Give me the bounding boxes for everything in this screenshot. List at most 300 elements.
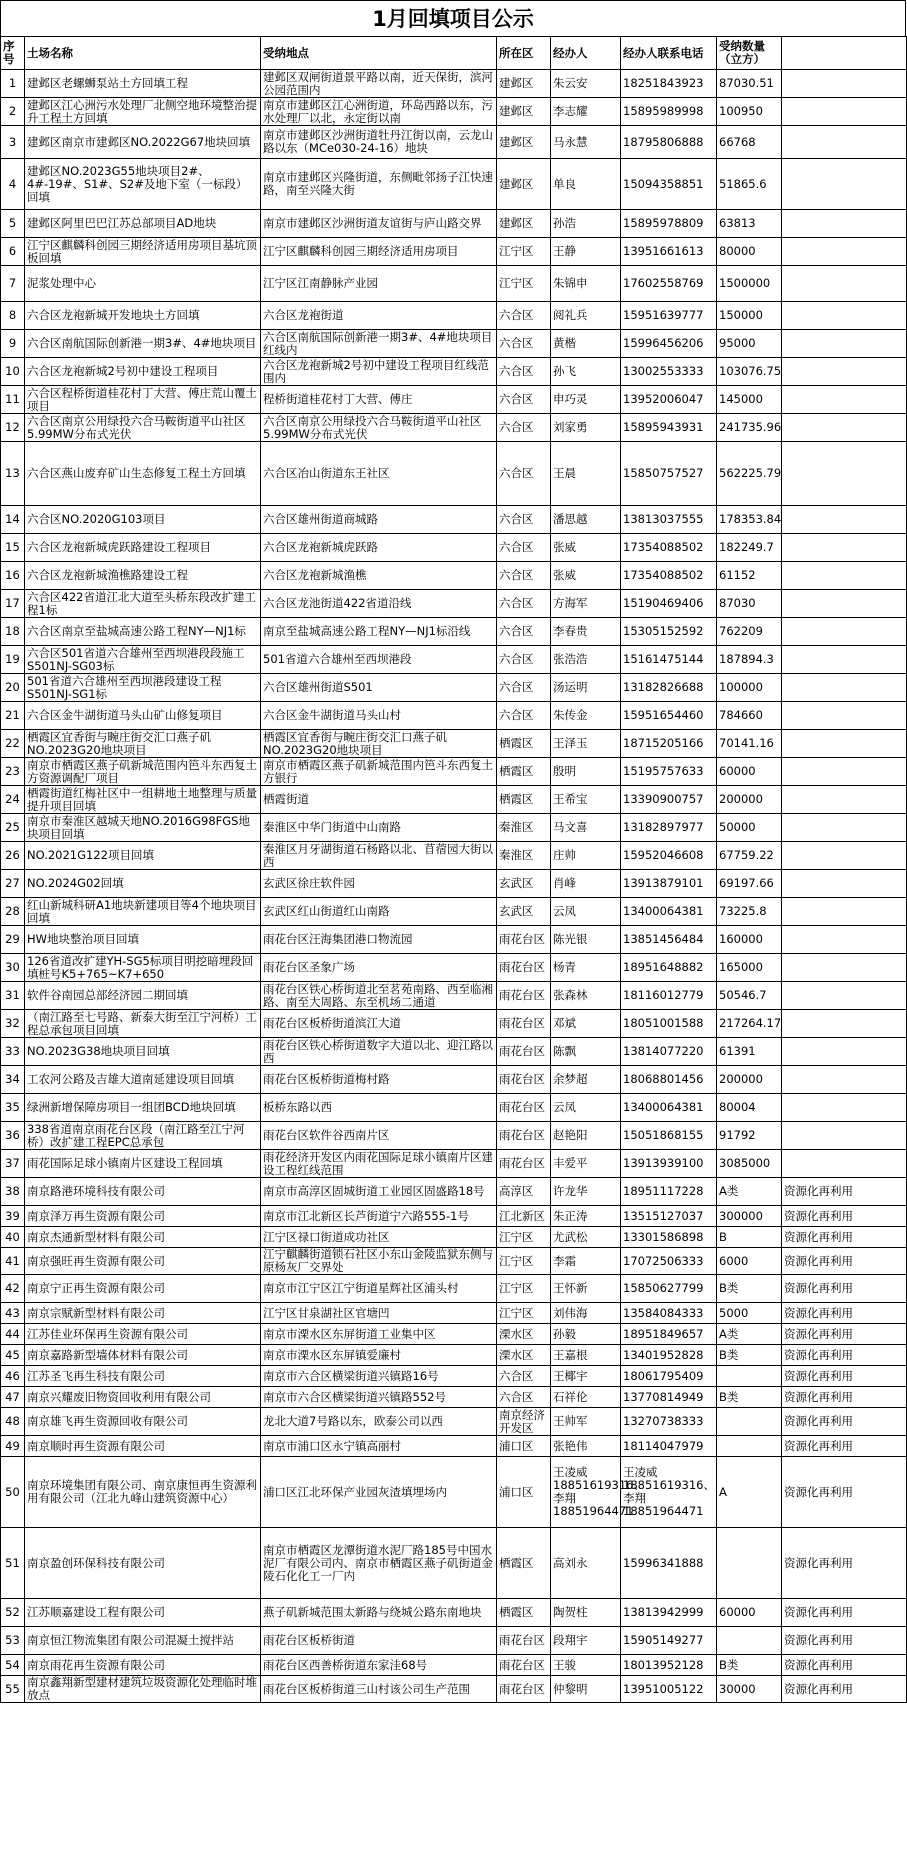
cell-person: 申巧灵 (551, 386, 621, 414)
cell-district: 秦淮区 (497, 842, 551, 870)
cell-no: 8 (1, 302, 25, 330)
cell-note: 资源化再利用 (782, 1178, 907, 1206)
cell-name: 南京盈创环保科技有限公司 (25, 1528, 261, 1599)
cell-no: 26 (1, 842, 25, 870)
cell-name: 六合区程桥街道桂花村丁大营、傅庄荒山覆土项目 (25, 386, 261, 414)
cell-phone: 18061795409 (621, 1366, 717, 1387)
cell-name: 软件谷南园总部经济园二期回填 (25, 982, 261, 1010)
cell-location: 雨花经济开发区内雨花国际足球小镇南片区建设工程红线范围 (261, 1150, 497, 1178)
cell-name: 江苏圣飞再生科技有限公司 (25, 1366, 261, 1387)
cell-qty: 3085000 (717, 1150, 782, 1178)
cell-qty: 187894.3 (717, 646, 782, 674)
cell-note (782, 926, 907, 954)
cell-location: 玄武区红山街道红山南路 (261, 898, 497, 926)
table-row (1, 590, 907, 618)
table-row (1, 1599, 907, 1627)
cell-no: 27 (1, 870, 25, 898)
cell-note (782, 1150, 907, 1178)
cell-district: 六合区 (497, 442, 551, 506)
cell-district: 雨花台区 (497, 1094, 551, 1122)
cell-name: 建邺区江心洲污水处理厂北侧空地环境整治提升工程土方回填 (25, 98, 261, 126)
cell-location: 南京市江北新区长芦街道宁六路555-1号 (261, 1206, 497, 1227)
cell-note (782, 730, 907, 758)
cell-person: 张森林 (551, 982, 621, 1010)
cell-person: 孙毅 (551, 1324, 621, 1345)
cell-district: 六合区 (497, 618, 551, 646)
cell-name: 南京强旺再生资源有限公司 (25, 1248, 261, 1275)
cell-name: 南京泽万再生资源有限公司 (25, 1206, 261, 1227)
cell-phone: 13400064381 (621, 1094, 717, 1122)
cell-name: 六合区龙袍新城虎跃路建设工程项目 (25, 534, 261, 562)
cell-note (782, 330, 907, 358)
cell-note (782, 842, 907, 870)
cell-person: 孙飞 (551, 358, 621, 386)
cell-qty: 6000 (717, 1248, 782, 1275)
cell-district: 六合区 (497, 1387, 551, 1408)
cell-phone: 15996341888 (621, 1528, 717, 1599)
cell-district: 六合区 (497, 1366, 551, 1387)
table-row (1, 1206, 907, 1227)
cell-note (782, 159, 907, 210)
cell-no: 13 (1, 442, 25, 506)
cell-person: 石祥伦 (551, 1387, 621, 1408)
cell-phone: 18715205166 (621, 730, 717, 758)
cell-district: 溧水区 (497, 1345, 551, 1366)
cell-phone: 13770814949 (621, 1387, 717, 1408)
cell-phone: 15895943931 (621, 414, 717, 442)
cell-qty: A (717, 1457, 782, 1528)
cell-name: NO.2021G122项目回填 (25, 842, 261, 870)
cell-name: 工农河公路及吉雄大道南延建设项目回填 (25, 1066, 261, 1094)
cell-name: 南京杰通新型材料有限公司 (25, 1227, 261, 1248)
cell-no: 17 (1, 590, 25, 618)
cell-location: 六合区龙袍新城渔樵 (261, 562, 497, 590)
cell-district: 栖霞区 (497, 1528, 551, 1599)
cell-location: 南京市建邺区沙洲街道友谊街与庐山路交界 (261, 210, 497, 238)
cell-location: 六合区南航国际创新港一期3#、4#地块项目红线内 (261, 330, 497, 358)
table-row (1, 1457, 907, 1528)
cell-name: HW地块整治项目回填 (25, 926, 261, 954)
cell-location: 南京市建邺区兴隆街道，东侧毗邻扬子江快速路，南至兴隆大街 (261, 159, 497, 210)
table-header-row (1, 37, 907, 70)
cell-note: 资源化再利用 (782, 1457, 907, 1528)
cell-name: 501省道六合雄州至西坝港段建设工程S501NJ-SG1标 (25, 674, 261, 702)
cell-phone: 13002553333 (621, 358, 717, 386)
cell-name: 六合区南京至盐城高速公路工程NY—NJ1标 (25, 618, 261, 646)
cell-note (782, 506, 907, 534)
cell-district: 高淳区 (497, 1178, 551, 1206)
table-row (1, 618, 907, 646)
cell-qty (717, 1627, 782, 1655)
cell-name: 126省道改扩建YH-SG5标项目明挖暗埋段回填桩号K5+765~K7+650 (25, 954, 261, 982)
cell-no: 40 (1, 1227, 25, 1248)
cell-phone: 15951639777 (621, 302, 717, 330)
cell-district: 江宁区 (497, 238, 551, 266)
cell-location: 雨花台区板桥街道梅村路 (261, 1066, 497, 1094)
cell-no: 33 (1, 1038, 25, 1066)
table-row (1, 210, 907, 238)
table-row (1, 1038, 907, 1066)
cell-phone: 13401952828 (621, 1345, 717, 1366)
cell-phone: 13270738333 (621, 1408, 717, 1436)
cell-note (782, 126, 907, 159)
cell-phone: 13851456484 (621, 926, 717, 954)
cell-qty: 61152 (717, 562, 782, 590)
cell-location: 栖霞街道 (261, 786, 497, 814)
cell-district: 雨花台区 (497, 1038, 551, 1066)
cell-name: 建邺区南京市建邺区NO.2022G67地块回填 (25, 126, 261, 159)
cell-qty: 66768 (717, 126, 782, 159)
cell-location: 雨花台区圣象广场 (261, 954, 497, 982)
table-row (1, 758, 907, 786)
cell-no: 16 (1, 562, 25, 590)
cell-person: 黄楷 (551, 330, 621, 358)
cell-person: 李志耀 (551, 98, 621, 126)
cell-no: 7 (1, 266, 25, 302)
cell-person: 陈飘 (551, 1038, 621, 1066)
cell-location: 雨花台区板桥街道 (261, 1627, 497, 1655)
table-row (1, 1627, 907, 1655)
cell-note: 资源化再利用 (782, 1275, 907, 1303)
cell-phone: 18068801456 (621, 1066, 717, 1094)
cell-person: 刘伟海 (551, 1303, 621, 1324)
cell-location: 燕子矶新城范围太新路与绕城公路东南地块 (261, 1599, 497, 1627)
cell-qty: 241735.96 (717, 414, 782, 442)
cell-person: 汤运明 (551, 674, 621, 702)
cell-location: 六合区龙池街道422省道沿线 (261, 590, 497, 618)
cell-qty: 87030 (717, 590, 782, 618)
cell-location: 江宁区禄口街道成功社区 (261, 1227, 497, 1248)
col-header-person: 经办人 (551, 37, 621, 70)
cell-district: 六合区 (497, 702, 551, 730)
cell-person: 丰爱平 (551, 1150, 621, 1178)
cell-note (782, 386, 907, 414)
cell-note (782, 1122, 907, 1150)
cell-phone: 18051001588 (621, 1010, 717, 1038)
table-row (1, 442, 907, 506)
cell-no: 32 (1, 1010, 25, 1038)
cell-phone: 13584084333 (621, 1303, 717, 1324)
cell-qty: 217264.17 (717, 1010, 782, 1038)
cell-qty: 67759.22 (717, 842, 782, 870)
cell-district: 浦口区 (497, 1457, 551, 1528)
table-row (1, 330, 907, 358)
cell-note (782, 266, 907, 302)
table-row (1, 954, 907, 982)
table-body (1, 70, 907, 1703)
cell-note: 资源化再利用 (782, 1676, 907, 1703)
cell-phone: 18951849657 (621, 1324, 717, 1345)
cell-qty: 562225.79 (717, 442, 782, 506)
cell-qty: 87030.51 (717, 70, 782, 98)
cell-location: 南京市六合区横梁街道兴镇路16号 (261, 1366, 497, 1387)
cell-phone: 17354088502 (621, 562, 717, 590)
table-row (1, 1655, 907, 1676)
cell-person: 陈光银 (551, 926, 621, 954)
col-header-note (782, 37, 907, 70)
cell-qty: 200000 (717, 786, 782, 814)
cell-no: 50 (1, 1457, 25, 1528)
cell-no: 1 (1, 70, 25, 98)
cell-district: 溧水区 (497, 1324, 551, 1345)
cell-location: 雨花台区板桥街道三山村该公司生产范围 (261, 1676, 497, 1703)
cell-location: 栖霞区宜香街与畹庄街交汇口燕子矶NO.2023G20地块项目 (261, 730, 497, 758)
table-row (1, 126, 907, 159)
cell-person: 段翔宇 (551, 1627, 621, 1655)
cell-qty: 182249.7 (717, 534, 782, 562)
cell-no: 46 (1, 1366, 25, 1387)
col-header-phone: 经办人联系电话 (621, 37, 717, 70)
cell-district: 六合区 (497, 562, 551, 590)
cell-note (782, 1066, 907, 1094)
cell-location: 江宁区麒麟科创园三期经济适用房项目 (261, 238, 497, 266)
cell-no: 20 (1, 674, 25, 702)
cell-name: 红山新城科研A1地块新建项目等4个地块项目回填 (25, 898, 261, 926)
cell-district: 栖霞区 (497, 1599, 551, 1627)
cell-phone: 18251843923 (621, 70, 717, 98)
cell-phone: 13301586898 (621, 1227, 717, 1248)
cell-location: 六合区金牛湖街道马头山村 (261, 702, 497, 730)
cell-person: 马文喜 (551, 814, 621, 842)
cell-location: 浦口区江北环保产业园灰渣填埋场内 (261, 1457, 497, 1528)
cell-no: 38 (1, 1178, 25, 1206)
cell-note: 资源化再利用 (782, 1345, 907, 1366)
table-row (1, 1303, 907, 1324)
cell-location: 六合区雄州街道商城路 (261, 506, 497, 534)
cell-no: 49 (1, 1436, 25, 1457)
cell-no: 30 (1, 954, 25, 982)
cell-note (782, 814, 907, 842)
cell-person: 单良 (551, 159, 621, 210)
cell-location: 秦淮区月牙湖街道石杨路以北、苜蓿园大街以西 (261, 842, 497, 870)
cell-phone: 13813942999 (621, 1599, 717, 1627)
cell-note (782, 954, 907, 982)
cell-qty: 200000 (717, 1066, 782, 1094)
cell-no: 37 (1, 1150, 25, 1178)
cell-name: 六合区龙袍新城2号初中建设工程项目 (25, 358, 261, 386)
cell-name: 南京兴耀废旧物资回收利用有限公司 (25, 1387, 261, 1408)
cell-name: 泥浆处理中心 (25, 266, 261, 302)
cell-district: 雨花台区 (497, 1066, 551, 1094)
cell-person: 殷明 (551, 758, 621, 786)
cell-no: 5 (1, 210, 25, 238)
cell-note: 资源化再利用 (782, 1324, 907, 1345)
table-row (1, 1010, 907, 1038)
cell-name: （南江路至七号路、新泰大街至江宁河桥）工程总承包项目回填 (25, 1010, 261, 1038)
cell-district: 江宁区 (497, 1248, 551, 1275)
cell-district: 浦口区 (497, 1436, 551, 1457)
cell-location: 江宁区甘泉湖社区官塘凹 (261, 1303, 497, 1324)
table-row (1, 982, 907, 1010)
cell-name: 六合区龙袍新城渔樵路建设工程 (25, 562, 261, 590)
cell-no: 22 (1, 730, 25, 758)
cell-no: 2 (1, 98, 25, 126)
cell-no: 19 (1, 646, 25, 674)
cell-person: 尤武松 (551, 1227, 621, 1248)
cell-qty: 30000 (717, 1676, 782, 1703)
cell-district: 雨花台区 (497, 1676, 551, 1703)
cell-district: 江北新区 (497, 1206, 551, 1227)
cell-name: 南京宁正再生资源有限公司 (25, 1275, 261, 1303)
cell-location: 六合区雄州街道S501 (261, 674, 497, 702)
cell-district: 六合区 (497, 358, 551, 386)
cell-qty: 60000 (717, 1599, 782, 1627)
cell-note (782, 70, 907, 98)
project-table (0, 36, 907, 1703)
table-row (1, 646, 907, 674)
cell-name: 建邺区阿里巴巴江苏总部项目AD地块 (25, 210, 261, 238)
cell-qty: 69197.66 (717, 870, 782, 898)
cell-no: 28 (1, 898, 25, 926)
cell-name: 338省道南京雨花台区段（南江路至江宁河桥）改扩建工程EPC总承包 (25, 1122, 261, 1150)
cell-qty: 60000 (717, 758, 782, 786)
cell-no: 31 (1, 982, 25, 1010)
cell-district: 建邺区 (497, 210, 551, 238)
cell-qty (717, 1408, 782, 1436)
cell-name: 六合区燕山废弃矿山生态修复工程土方回填 (25, 442, 261, 506)
cell-location: 玄武区徐庄软件园 (261, 870, 497, 898)
table-row (1, 266, 907, 302)
cell-name: 南京宗赋新型材料有限公司 (25, 1303, 261, 1324)
table-row (1, 1094, 907, 1122)
cell-person: 方海军 (551, 590, 621, 618)
cell-location: 六合区龙袍新城2号初中建设工程项目红线范围内 (261, 358, 497, 386)
cell-note (782, 562, 907, 590)
cell-note (782, 358, 907, 386)
cell-qty: 145000 (717, 386, 782, 414)
cell-name: 六合区南航国际创新港一期3#、4#地块项目 (25, 330, 261, 358)
cell-district: 六合区 (497, 330, 551, 358)
cell-no: 4 (1, 159, 25, 210)
cell-name: 南京鑫翔新型建材建筑垃圾资源化处理临时堆放点 (25, 1676, 261, 1703)
cell-qty: 300000 (717, 1206, 782, 1227)
table-row (1, 70, 907, 98)
cell-phone: 13390900757 (621, 786, 717, 814)
cell-note (782, 674, 907, 702)
table-row (1, 98, 907, 126)
cell-qty: 150000 (717, 302, 782, 330)
cell-qty: 50000 (717, 814, 782, 842)
cell-name: 栖霞区宜香街与畹庄街交汇口燕子矶NO.2023G20地块项目 (25, 730, 261, 758)
cell-note (782, 590, 907, 618)
cell-no: 36 (1, 1122, 25, 1150)
table-row (1, 534, 907, 562)
table-row (1, 786, 907, 814)
col-header-location: 受纳地点 (261, 37, 497, 70)
cell-district: 雨花台区 (497, 1122, 551, 1150)
cell-qty: 100950 (717, 98, 782, 126)
cell-qty: 103076.75 (717, 358, 782, 386)
cell-person: 余梦超 (551, 1066, 621, 1094)
cell-no: 12 (1, 414, 25, 442)
cell-note (782, 702, 907, 730)
cell-name: 雨花国际足球小镇南片区建设工程回填 (25, 1150, 261, 1178)
cell-phone: 13813037555 (621, 506, 717, 534)
cell-note (782, 646, 907, 674)
cell-note (782, 1038, 907, 1066)
table-row (1, 358, 907, 386)
cell-no: 41 (1, 1248, 25, 1275)
cell-location: 南京市六合区横梁街道兴镇路552号 (261, 1387, 497, 1408)
cell-phone: 13182897977 (621, 814, 717, 842)
cell-district: 六合区 (497, 414, 551, 442)
cell-name: 南京雨花再生资源有限公司 (25, 1655, 261, 1676)
col-header-name: 土场名称 (25, 37, 261, 70)
cell-qty: B类 (717, 1655, 782, 1676)
cell-note (782, 210, 907, 238)
cell-qty: 73225.8 (717, 898, 782, 926)
cell-district: 栖霞区 (497, 730, 551, 758)
cell-person: 王骏 (551, 1655, 621, 1676)
cell-phone: 18951648882 (621, 954, 717, 982)
cell-name: 栖霞街道红梅社区中一组耕地土地整理与质量提升项目回填 (25, 786, 261, 814)
cell-location: 501省道六合雄州至西坝港段 (261, 646, 497, 674)
cell-name: 六合区南京公用绿投六合马鞍街道平山社区5.99MW分布式光伏 (25, 414, 261, 442)
table-row (1, 1122, 907, 1150)
cell-name: 南京嘉路新型墙体材料有限公司 (25, 1345, 261, 1366)
table-row (1, 1178, 907, 1206)
cell-person: 许龙华 (551, 1178, 621, 1206)
cell-person: 朱正涛 (551, 1206, 621, 1227)
cell-person: 陶贺柱 (551, 1599, 621, 1627)
cell-qty (717, 1528, 782, 1599)
cell-person: 高刘永 (551, 1528, 621, 1599)
cell-note (782, 618, 907, 646)
table-row (1, 870, 907, 898)
cell-note: 资源化再利用 (782, 1248, 907, 1275)
cell-name: 南京恒江物流集团有限公司混凝土搅拌站 (25, 1627, 261, 1655)
cell-location: 雨花台区西善桥街道东家洼68号 (261, 1655, 497, 1676)
cell-person: 李春贵 (551, 618, 621, 646)
cell-person: 王静 (551, 238, 621, 266)
cell-person: 孙浩 (551, 210, 621, 238)
table-row (1, 730, 907, 758)
cell-person: 王希宝 (551, 786, 621, 814)
cell-district: 栖霞区 (497, 758, 551, 786)
cell-district: 六合区 (497, 646, 551, 674)
cell-no: 39 (1, 1206, 25, 1227)
cell-person: 王晨 (551, 442, 621, 506)
cell-name: 江苏顺嘉建设工程有限公司 (25, 1599, 261, 1627)
cell-location: 南京市栖霞区燕子矶新城范围内笆斗东西复土方银行 (261, 758, 497, 786)
cell-name: 南京环境集团有限公司、南京康恒再生资源利用有限公司（江北九峰山建筑资源中心） (25, 1457, 261, 1528)
cell-phone: 15161475144 (621, 646, 717, 674)
cell-note (782, 870, 907, 898)
cell-district: 雨花台区 (497, 982, 551, 1010)
cell-no: 29 (1, 926, 25, 954)
cell-location: 六合区南京公用绿投六合马鞍街道平山社区5.99MW分布式光伏 (261, 414, 497, 442)
cell-note (782, 758, 907, 786)
cell-note: 资源化再利用 (782, 1436, 907, 1457)
cell-location: 雨花台区汪海集团港口物流园 (261, 926, 497, 954)
cell-district: 六合区 (497, 506, 551, 534)
cell-note: 资源化再利用 (782, 1599, 907, 1627)
cell-person: 王嘉根 (551, 1345, 621, 1366)
cell-phone: 13814077220 (621, 1038, 717, 1066)
cell-qty: B类 (717, 1387, 782, 1408)
document-title: 1月回填项目公示 (0, 0, 906, 36)
cell-person: 云凤 (551, 1094, 621, 1122)
cell-person: 王怀新 (551, 1275, 621, 1303)
table-row (1, 506, 907, 534)
cell-location: 程桥街道桂花村丁大营、傅庄 (261, 386, 497, 414)
cell-qty: B类 (717, 1275, 782, 1303)
cell-name: 江宁区麒麟科创园三期经济适用房项目基坑顶板回填 (25, 238, 261, 266)
cell-district: 建邺区 (497, 98, 551, 126)
cell-district: 雨花台区 (497, 1655, 551, 1676)
cell-qty: B类 (717, 1345, 782, 1366)
cell-district: 秦淮区 (497, 814, 551, 842)
